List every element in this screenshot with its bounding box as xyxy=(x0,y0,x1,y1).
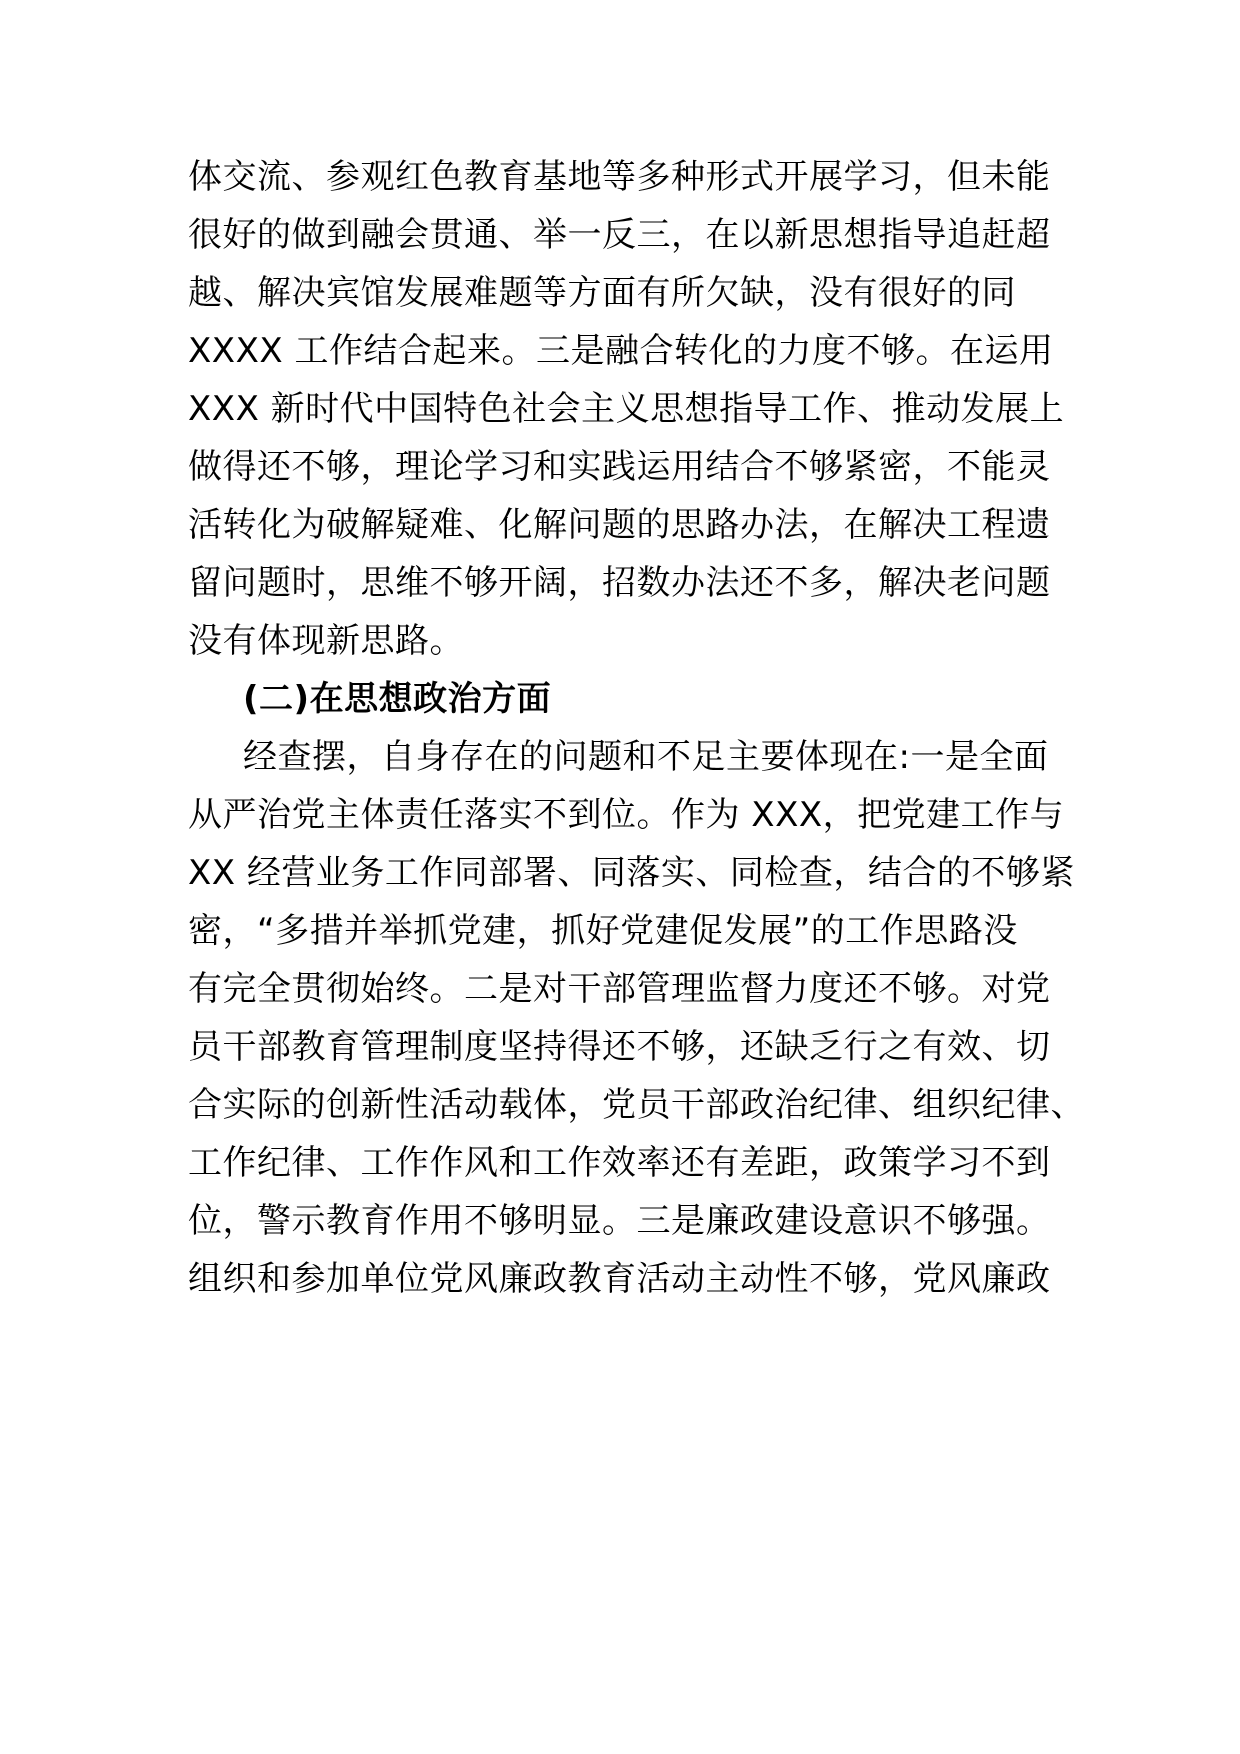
paragraph-2-line: 有完全贯彻始终。二是对干部管理监督力度还不够。对党 xyxy=(188,969,1051,1009)
paragraph-2-line: 组织和参加单位党风廉政教育活动主动性不够，党风廉政 xyxy=(188,1259,1051,1299)
section-heading: (二)在思想政治方面 xyxy=(243,679,552,719)
paragraph-1-line: 留问题时，思维不够开阔，招数办法还不多，解决老问题 xyxy=(188,563,1051,603)
paragraph-1-line: 很好的做到融会贯通、举一反三，在以新思想指导追赶超 xyxy=(188,215,1051,255)
paragraph-1-line: 没有体现新思路。 xyxy=(188,621,464,661)
paragraph-1-line: 活转化为破解疑难、化解问题的思路办法，在解决工程遗 xyxy=(188,505,1051,545)
paragraph-2-line: 密，“多措并举抓党建，抓好党建促发展”的工作思路没 xyxy=(188,911,1018,951)
paragraph-2-line: 位，警示教育作用不够明显。三是廉政建设意识不够强。 xyxy=(188,1201,1051,1241)
paragraph-2-line: 合实际的创新性活动载体，党员干部政治纪律、组织纪律、 xyxy=(188,1085,1085,1125)
paragraph-2-line: 工作纪律、工作作风和工作效率还有差距，政策学习不到 xyxy=(188,1143,1051,1183)
paragraph-1-line: 越、解决宾馆发展难题等方面有所欠缺，没有很好的同 xyxy=(188,273,1016,313)
paragraph-1-line: XXX 新时代中国特色社会主义思想指导工作、推动发展上 xyxy=(188,389,1065,429)
paragraph-2-line: XX 经营业务工作同部署、同落实、同检查，结合的不够紧 xyxy=(188,853,1075,893)
paragraph-2-line: 从严治党主体责任落实不到位。作为 XXX，把党建工作与 xyxy=(188,795,1065,835)
paragraph-2-line: 经查摆，自身存在的问题和不足主要体现在:一是全面 xyxy=(243,737,1049,777)
paragraph-1-line: 做得还不够，理论学习和实践运用结合不够紧密，不能灵 xyxy=(188,447,1051,487)
paragraph-1-line: 体交流、参观红色教育基地等多种形式开展学习，但未能 xyxy=(188,157,1051,197)
paragraph-1-line: XXXX 工作结合起来。三是融合转化的力度不够。在运用 xyxy=(188,331,1054,371)
paragraph-2-line: 员干部教育管理制度坚持得还不够，还缺乏行之有效、切 xyxy=(188,1027,1051,1067)
